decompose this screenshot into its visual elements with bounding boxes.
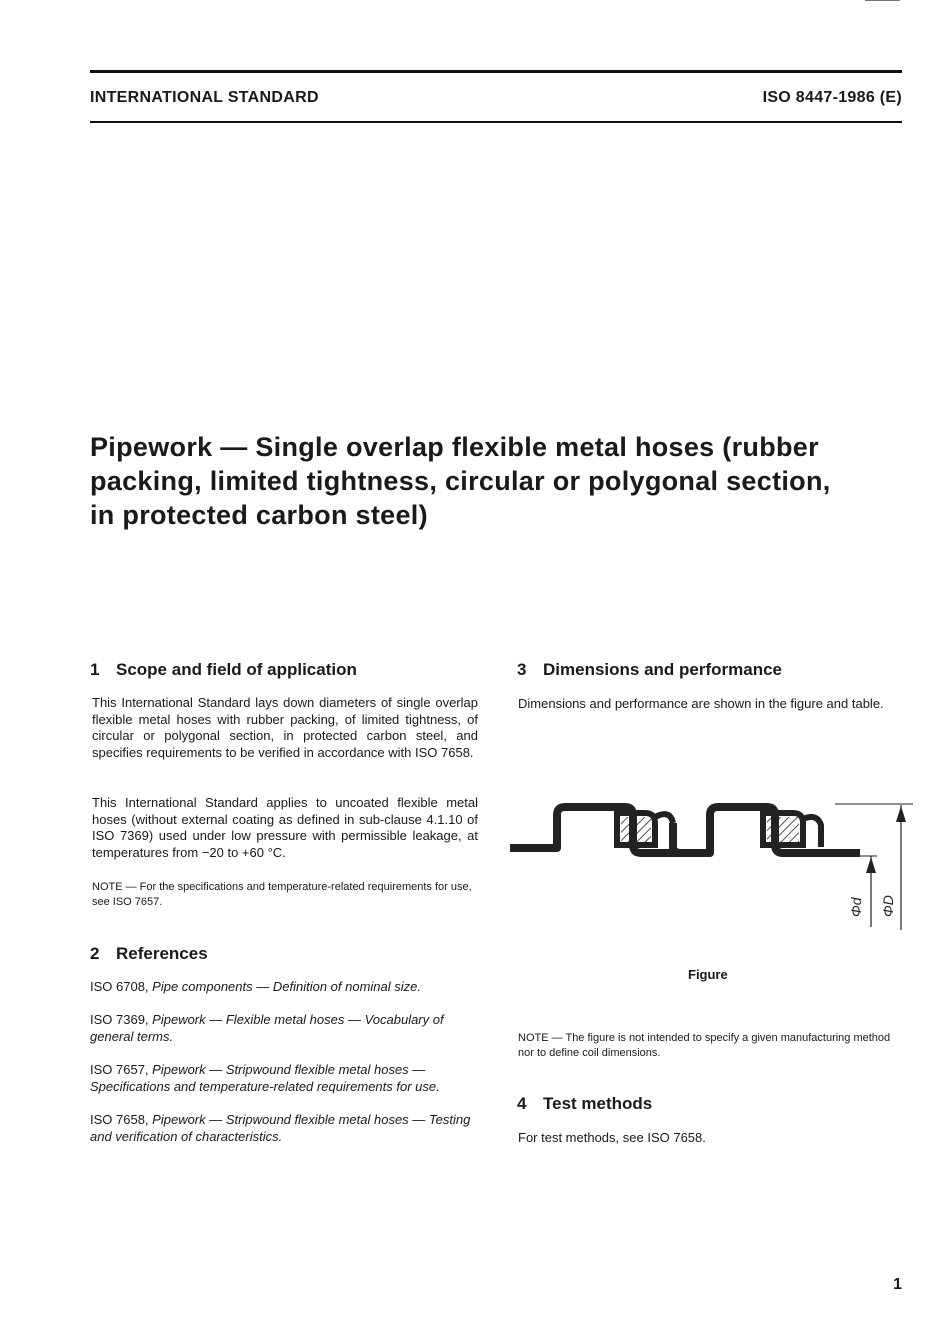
reference-code: ISO 6708, [90, 979, 149, 994]
section-3-note: NOTE — The figure is not intended to specify a given manufacturing method nor to define coil dimensions. [518, 1032, 891, 1059]
reference-title: Pipe components — Definition of nominal size. [152, 979, 421, 994]
page-number: 1 [893, 1276, 902, 1293]
document-title [90, 430, 910, 532]
reference-item [90, 1011, 480, 1045]
section-3-paragraph: Dimensions and performance are shown in the figure and table. [518, 696, 884, 711]
arrowhead [896, 806, 906, 822]
reference-item [90, 1111, 480, 1145]
reference-code: ISO 7657, [90, 1062, 149, 1077]
reference-code: ISO 7369, [90, 1012, 149, 1027]
standard-type-label: INTERNATIONAL STANDARD [90, 89, 319, 106]
figure-caption: Figure [688, 967, 728, 982]
reference-title: Pipework — Flexible metal hoses — Vocabulary of general terms. [90, 1012, 444, 1044]
outer-diameter-label: ΦD [880, 895, 896, 917]
section-number: 2 [90, 944, 100, 963]
title-line-2: packing, limited tightness, circular or polygonal section, [90, 466, 831, 496]
section-title: Dimensions and performance [543, 660, 783, 679]
section-number: 3 [517, 660, 527, 679]
section-2-heading [90, 944, 208, 964]
section-1-note: NOTE — For the specifications and temperature-related requirements for use, see ISO 7657. [92, 881, 472, 908]
reference-item [90, 1061, 480, 1095]
section-1-paragraph-1: This International Standard lays down diameters of single overlap flexible metal hoses with rubber packing, of limited tightness, of circular or polygonal section, in protected carbon steel, and specifies requirements to be verified in accordance with ISO 7658. [92, 695, 478, 760]
strip-segment [510, 807, 605, 848]
inner-diameter-label: Φd [848, 897, 864, 917]
standard-number: ISO 8447-1986 (E) [762, 89, 902, 106]
section-number: 1 [90, 660, 100, 679]
section-4-heading [517, 1094, 652, 1114]
arrowhead [866, 857, 876, 873]
reference-title: Pipework — Stripwound flexible metal hoses — Specifications and temperature-related requirements for use. [90, 1062, 440, 1094]
section-4-paragraph: For test methods, see ISO 7658. [518, 1130, 706, 1145]
reference-title: Pipework — Stripwound flexible metal hoses — Testing and verification of characteristics. [90, 1112, 471, 1144]
title-line-3: in protected carbon steel) [90, 500, 428, 530]
section-1-heading [90, 660, 357, 680]
scan-mark [865, 0, 900, 1]
strip-segment [673, 807, 755, 853]
header-top-rule [90, 70, 902, 73]
reference-code: ISO 7658, [90, 1112, 149, 1127]
rubber-packing-hatch [767, 817, 799, 843]
section-title: Scope and field of application [116, 660, 357, 679]
section-3-heading [517, 660, 782, 680]
section-number: 4 [517, 1094, 527, 1113]
section-title: References [116, 944, 208, 963]
section-title: Test methods [543, 1094, 653, 1113]
header-bottom-rule [90, 121, 902, 123]
hose-profile-figure [505, 795, 915, 940]
rubber-packing-hatch [621, 817, 651, 843]
section-1-paragraph-2: This International Standard applies to uncoated flexible metal hoses (without external coating as defined in sub-clause 4.1.10 of ISO 7369) used under low pressure with permissible leakage, at temperatures from −20 to +60 °C. [92, 795, 478, 860]
reference-item [90, 978, 480, 995]
title-line-1: Pipework — Single overlap flexible metal hoses (rubber [90, 432, 819, 462]
